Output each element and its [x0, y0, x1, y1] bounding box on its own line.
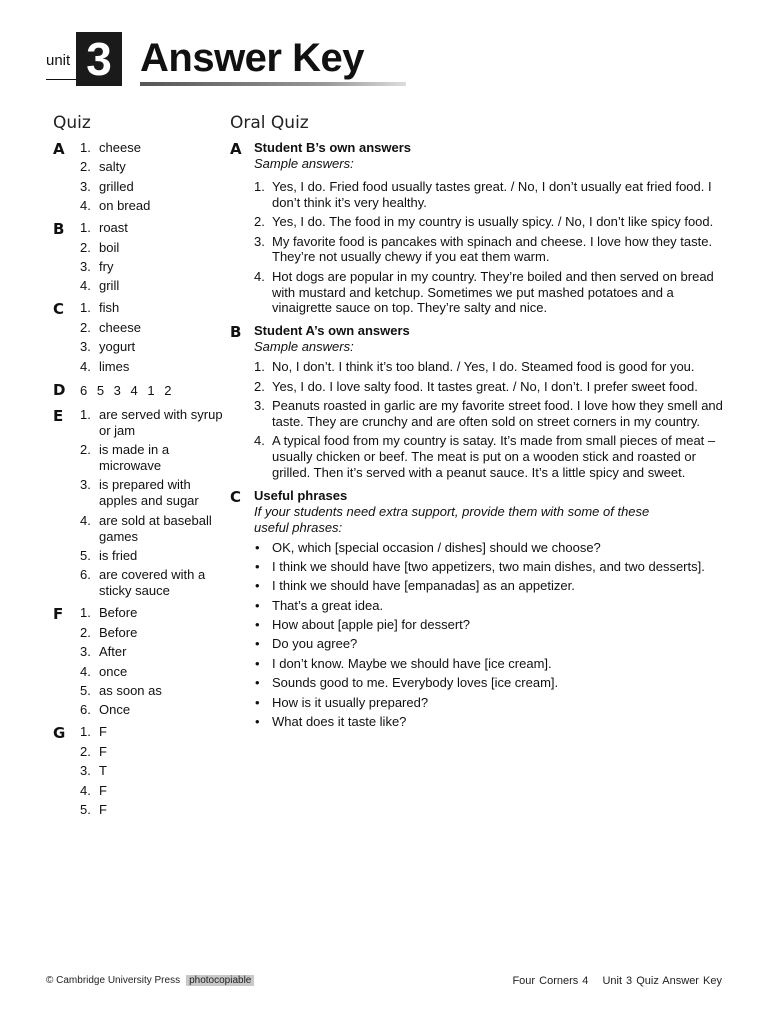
oral-section-c: [230, 488, 730, 731]
quiz-section-e: [53, 407, 223, 600]
section-title: Useful phrases: [254, 487, 348, 503]
oral-section-a: [230, 140, 730, 316]
section-subtitle: Sample answers:: [254, 156, 354, 171]
list-item: 1. Yes, I do. Fried food usually tastes great. / No, I don’t usually eat fried food. I don’t think it’s very healthy.: [254, 179, 712, 210]
list-item: 3. is prepared with apples and sugar: [80, 477, 199, 509]
book-title: Four Corners 4: [512, 975, 589, 987]
section-letter: B: [230, 323, 242, 342]
oral-quiz-column: [230, 140, 730, 737]
list-item: 4. on bread: [80, 198, 151, 214]
list-item: 2. Yes, I do. The food in my country is usually spicy. / No, I don’t like spicy food.: [254, 214, 714, 230]
list-item: 2. F: [80, 743, 107, 759]
bullet-item: • What does it taste like?: [254, 714, 730, 730]
footer-right: [512, 975, 722, 987]
list-item: 1. fish: [80, 300, 120, 316]
list-item: 1. roast: [80, 220, 128, 236]
quiz-section-a: [53, 140, 223, 214]
section-subtitle: If your students need extra support, provide them with some of these useful phrases:: [254, 503, 650, 535]
list-item: 2. boil: [80, 239, 120, 255]
photocopiable-badge: photocopiable: [186, 975, 254, 986]
list-item: 6. are covered with a sticky sauce: [80, 567, 206, 599]
list-item: 1. cheese: [80, 140, 141, 155]
bullet-item: • I think we should have [two appetizers, two main dishes, and two desserts].: [254, 559, 730, 575]
list-item: 4. limes: [80, 358, 130, 374]
quiz-section-c: [53, 300, 223, 374]
bullet-item: • Sounds good to me. Everybody loves [ice cream].: [254, 675, 730, 691]
list-item: 5. as soon as: [80, 683, 162, 699]
quiz-section-d: [53, 381, 223, 399]
list-item: 3. grilled: [80, 178, 134, 194]
list-item: 2. cheese: [80, 319, 141, 335]
oral-quiz-heading: Oral Quiz: [230, 113, 309, 133]
header-rule: [46, 79, 76, 80]
copyright: © Cambridge University Press: [46, 975, 181, 986]
section-letter: A: [53, 140, 65, 158]
bullet-item: • Do you agree?: [254, 636, 730, 652]
list-item: 2. is made in a microwave: [80, 441, 170, 473]
section-subtitle: Sample answers:: [254, 339, 354, 355]
bullet-item: • That’s a great idea.: [254, 598, 730, 614]
list-item: 3. Peanuts roasted in garlic are my favorite street food. I love how they smell and taste. They are crunchy and are often sold on street corners in my country.: [254, 397, 723, 429]
bullet-item: • I think we should have [empanadas] as an appetizer.: [254, 578, 730, 594]
list-item: 4. grill: [80, 278, 120, 294]
quiz-section-g: [53, 724, 223, 818]
list-item: 1. No, I don’t. I think it’s too bland. / Yes, I do. Steamed food is good for you.: [254, 359, 695, 375]
bullet-item: • I don’t know. Maybe we should have [ice cream].: [254, 656, 730, 672]
list-item: 5. is fried: [80, 548, 138, 564]
quiz-heading: Quiz: [53, 113, 91, 133]
bullet-item: • OK, which [special occasion / dishes] should we choose?: [254, 540, 730, 556]
unit-label: unit: [46, 52, 71, 69]
list-item: 1. F: [80, 724, 107, 740]
list-item: 1. Before: [80, 605, 138, 621]
list-item: 4. A typical food from my country is satay. It’s made from small pieces of meat – usually chicken or beef. The meat is put on a wooden stick and roasted or grilled. Then it’s served with a peanut sauce. It’s a little spicy and sweet.: [254, 433, 716, 480]
list-item: 1. are served with syrup or jam: [80, 406, 223, 438]
quiz-section-b: [53, 220, 223, 294]
page-header: [46, 30, 366, 90]
page-title: Answer Key: [140, 36, 364, 80]
list-item: 3. fry: [80, 258, 114, 274]
list-item: 5. F: [80, 801, 107, 817]
list-item: 2. salty: [80, 159, 126, 175]
list-item: 3. yogurt: [80, 339, 136, 355]
quiz-column: [53, 140, 223, 824]
sequence-answer: 6 5 3 4 1 2: [80, 382, 172, 398]
title-shadow: [140, 82, 406, 86]
bullet-item: • How is it usually prepared?: [254, 695, 730, 711]
list-item: 4. once: [80, 663, 128, 679]
section-letter: B: [53, 220, 65, 239]
section-letter: E: [53, 406, 64, 425]
list-item: 2. Before: [80, 624, 138, 640]
section-title: Student A’s own answers: [254, 323, 410, 339]
section-letter: G: [53, 724, 66, 743]
section-letter: C: [53, 300, 65, 319]
bullet-item: • How about [apple pie] for dessert?: [254, 617, 730, 633]
section-letter: D: [53, 380, 66, 399]
list-item: 6. Once: [80, 702, 131, 718]
quiz-section-f: [53, 605, 223, 718]
list-item: 3. T: [80, 763, 107, 779]
section-title: Student B’s own answers: [254, 140, 411, 155]
section-letter: A: [230, 140, 242, 158]
section-letter: F: [53, 605, 64, 624]
unit-info: Unit 3 Quiz Answer Key: [602, 975, 722, 987]
list-item: 4. are sold at baseball games: [80, 512, 212, 544]
list-item: 3. My favorite food is pancakes with spinach and cheese. I love how they taste. They’re not usually chewy if you eat them warm.: [254, 233, 713, 265]
section-letter: C: [230, 487, 242, 506]
list-item: 3. After: [80, 644, 127, 660]
footer-left: [46, 975, 254, 986]
unit-number-badge: 3: [76, 32, 122, 86]
list-item: 4. Hot dogs are popular in my country. They’re boiled and then served on bread with mustard and ketchup. Sometimes we put mashed potatoes and a vinaigrette sauce on top. They’re salty and nice.: [254, 268, 714, 316]
oral-section-b: [230, 323, 730, 480]
list-item: 2. Yes, I do. I love salty food. It tastes great. / No, I don’t. I prefer sweet food.: [254, 378, 698, 394]
list-item: 4. F: [80, 782, 107, 798]
